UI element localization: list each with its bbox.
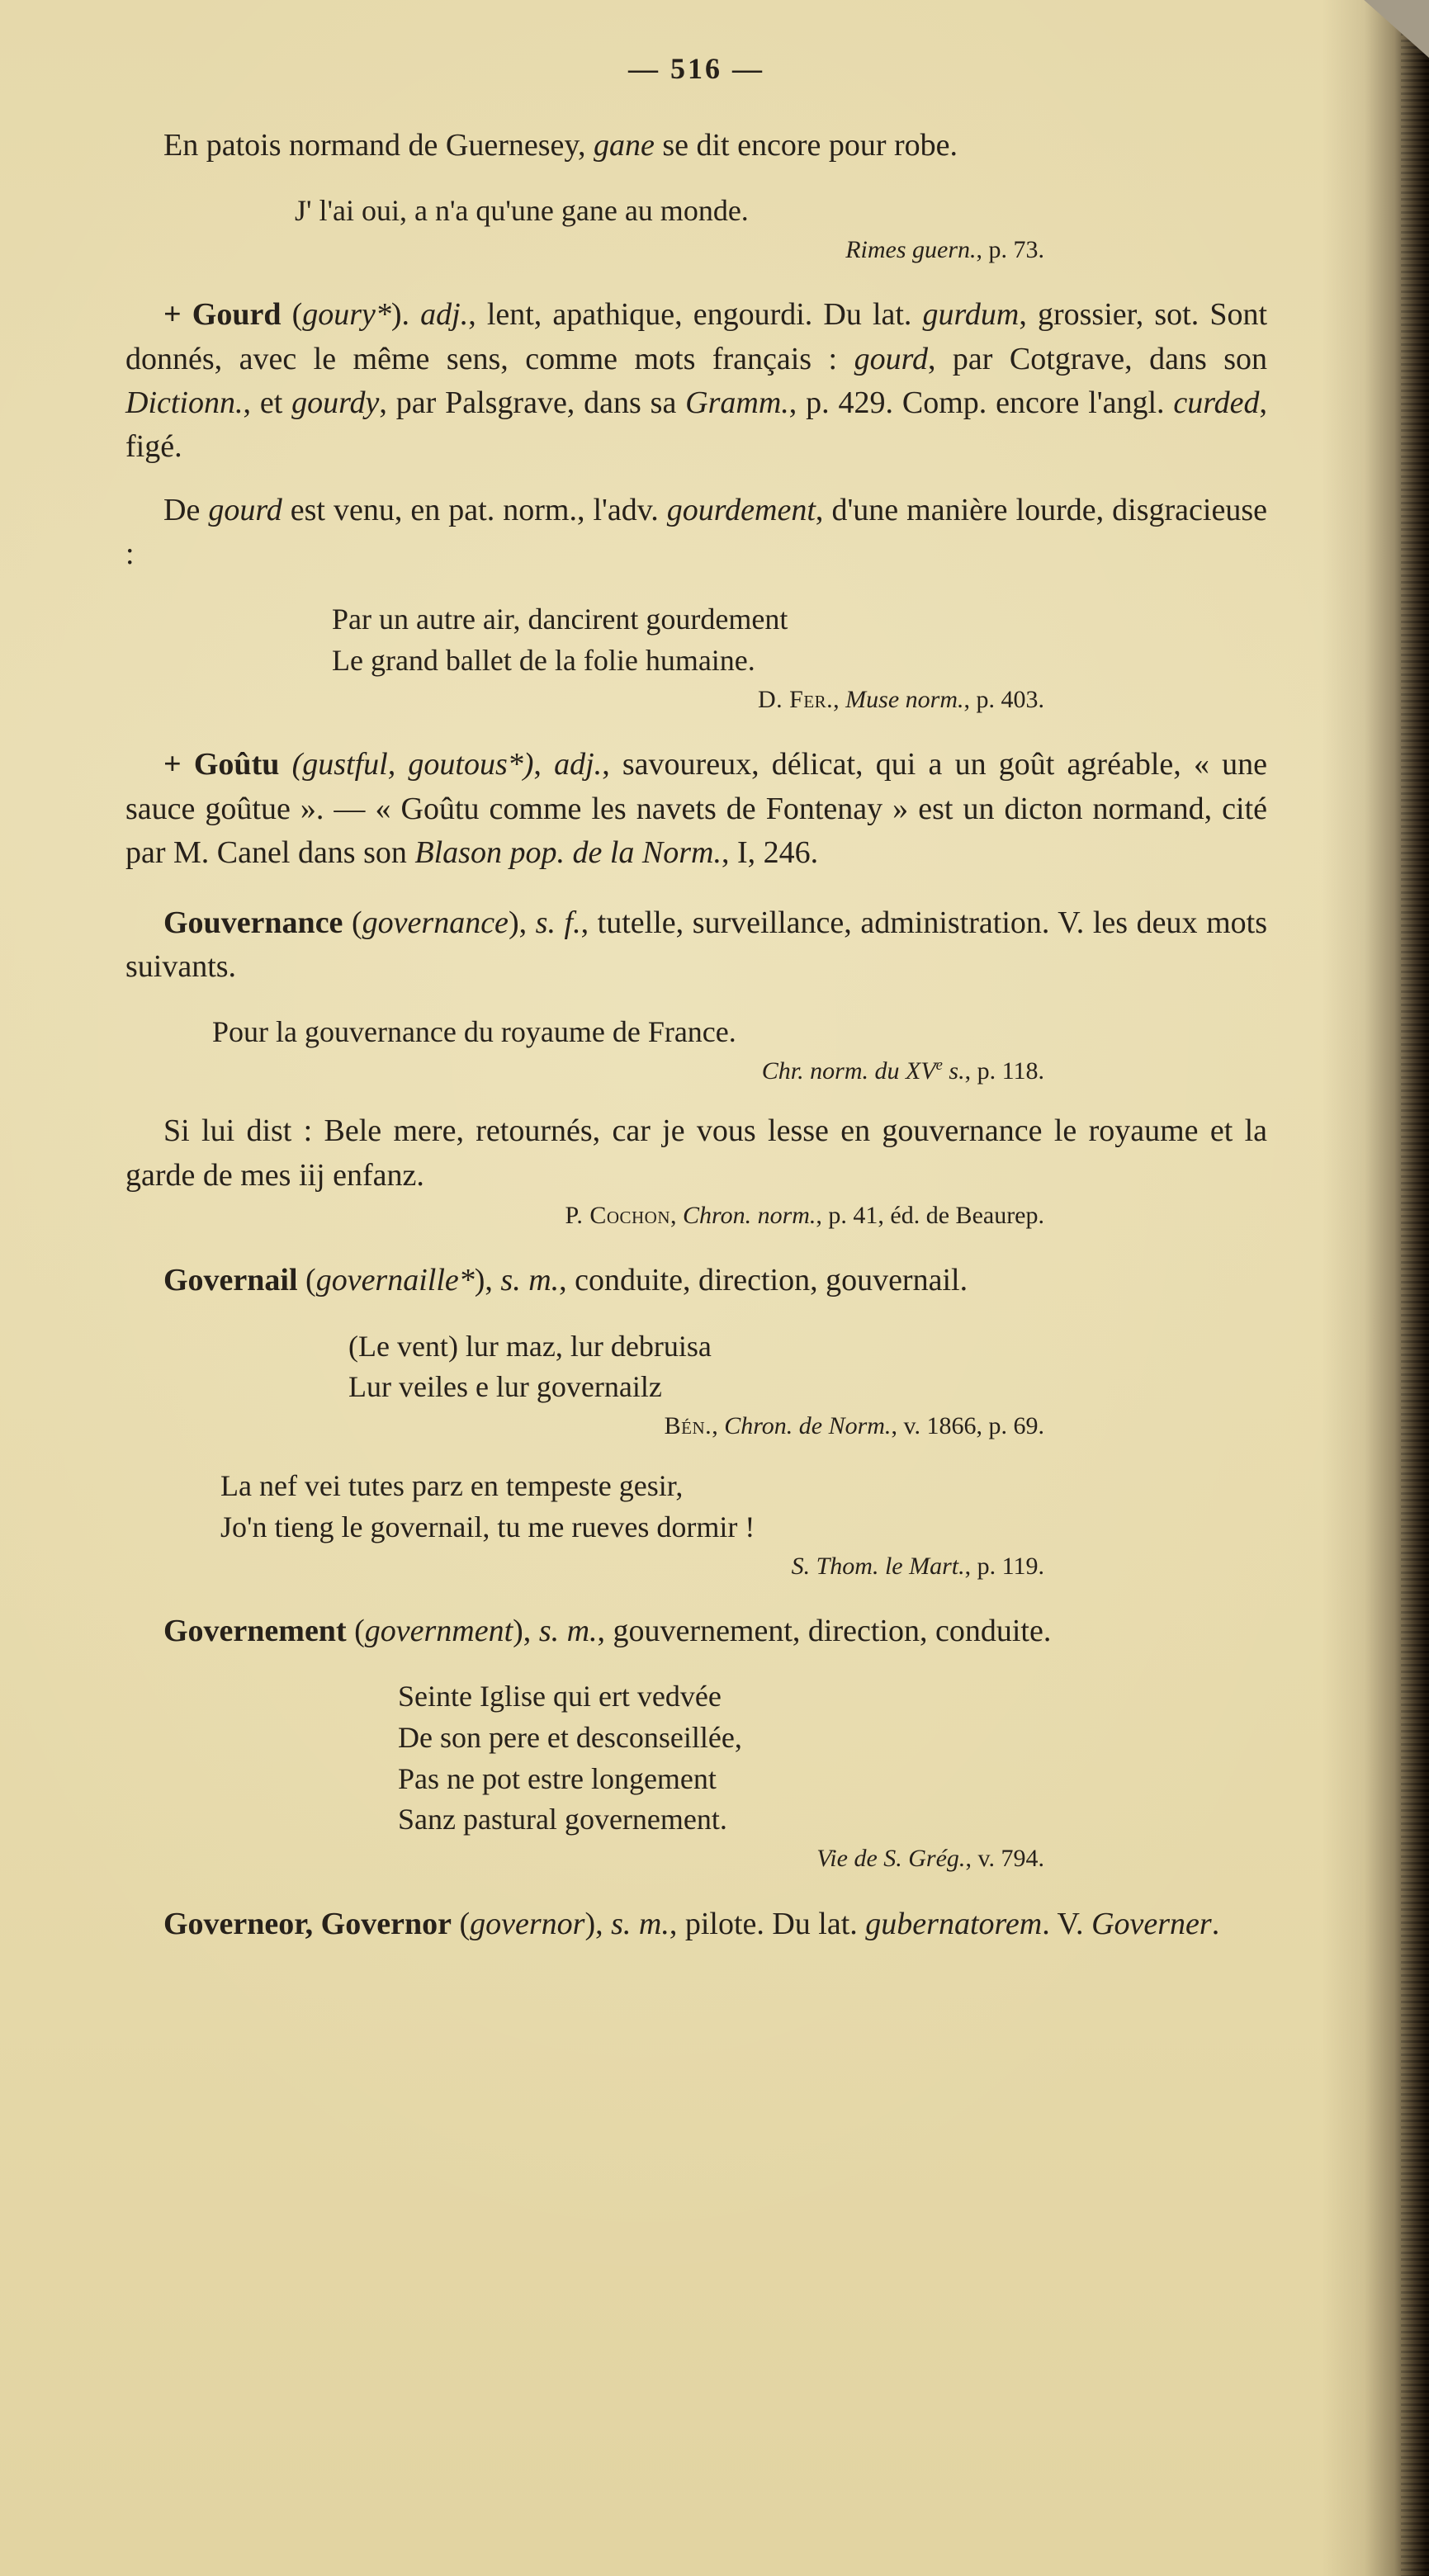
- text-segment: La nef vei tutes parz en tempeste gesir,: [220, 1469, 684, 1503]
- verse-line: [398, 1799, 1267, 1841]
- text-segment: ,: [712, 1411, 725, 1439]
- text-segment: ),: [513, 1614, 539, 1649]
- text-segment: Jo'n tieng le governail, tu me rueves dormir !: [220, 1510, 755, 1544]
- text-segment: ).: [390, 297, 421, 333]
- entry: [125, 293, 1267, 469]
- text-segment: , lent, apathique, engourdi. Du lat.: [468, 297, 923, 333]
- text-segment: , grossier, sot. Sont donnés, avec le même sens, comme mots français :: [125, 297, 1268, 376]
- text-segment: gane: [593, 128, 655, 163]
- verse: [295, 191, 1267, 232]
- text-segment: , v. 794.: [965, 1845, 1044, 1873]
- text-segment: Pas ne pot estre longement: [398, 1761, 717, 1795]
- prose-quote: [125, 1109, 1267, 1197]
- text-segment: (: [451, 1906, 471, 1941]
- text-segment: . V.: [1042, 1906, 1092, 1941]
- verse-line: [212, 1012, 1267, 1053]
- citation: [125, 1199, 1267, 1233]
- text-segment: , par Cotgrave, dans son: [927, 341, 1267, 376]
- text-segment: adj.: [554, 747, 603, 782]
- text-segment: (: [281, 297, 303, 333]
- text-segment: , p. 403.: [963, 685, 1044, 713]
- text-segment: Goûtu: [193, 747, 280, 782]
- text-segment: .: [1211, 1906, 1220, 1941]
- text-segment: +: [163, 297, 192, 333]
- verse-line: [398, 1718, 1267, 1759]
- text-segment: Chron. norm.: [683, 1201, 816, 1229]
- text-segment: adj.: [420, 297, 469, 333]
- text-segment: , v. 1866, p. 69.: [891, 1411, 1044, 1439]
- text-segment: curded: [1173, 385, 1260, 420]
- text-segment: Chr. norm. du XV: [761, 1056, 936, 1085]
- verse: [348, 1326, 1267, 1408]
- text-segment: Governeor, Governor: [163, 1906, 452, 1941]
- text-segment: (Le vent) lur maz, lur debruisa: [348, 1329, 712, 1363]
- verse: [212, 1012, 1267, 1053]
- citation: [125, 1842, 1267, 1876]
- text-segment: s. m.: [500, 1263, 560, 1298]
- text-segment: , p. 41, éd. de Beaurep.: [816, 1201, 1044, 1229]
- text-segment: ,: [833, 685, 846, 713]
- text-segment: J' l'ai oui, a n'a qu'une gane au monde.: [295, 194, 749, 228]
- text-segment: Gourd: [192, 297, 282, 333]
- text-segment: (: [343, 905, 362, 940]
- text-segment: ,: [533, 747, 555, 782]
- text-segment: De: [163, 493, 209, 528]
- text-segment: governor: [470, 1906, 585, 1941]
- text-segment: s. m.: [538, 1614, 598, 1649]
- text-segment: Le grand ballet de la folie humaine.: [332, 644, 755, 678]
- text-segment: Par un autre air, dancirent gourdement: [332, 603, 788, 636]
- text-segment: gubernatorem: [865, 1906, 1043, 1941]
- text-segment: Blason pop. de la Norm.: [414, 834, 722, 870]
- text-segment: Gouvernance: [163, 905, 343, 940]
- text-segment: (: [297, 1263, 316, 1298]
- text-segment: Chron. de Norm.: [724, 1411, 892, 1439]
- citation: [125, 1410, 1267, 1444]
- verse-line: [332, 599, 1267, 640]
- verse-line: [398, 1759, 1267, 1800]
- text-segment: gourd: [208, 493, 282, 528]
- text-segment: Seinte Iglise qui ert vedvée: [398, 1680, 722, 1713]
- text-segment: , par Palsgrave, dans sa: [379, 385, 686, 420]
- verse-line: [295, 191, 1267, 232]
- text-segment: ,: [670, 1201, 683, 1229]
- text-segment: ),: [584, 1906, 612, 1941]
- text-segment: governance: [362, 905, 509, 940]
- text-segment: ),: [508, 905, 536, 940]
- text-segment: , p. 119.: [964, 1552, 1044, 1580]
- text-segment: , et: [243, 385, 292, 420]
- text-segment: , conduite, direction, gouvernail.: [559, 1263, 968, 1298]
- text-segment: se dit encore pour robe.: [654, 128, 958, 163]
- verse: [332, 599, 1267, 681]
- text-segment: , p. 429. Comp. encore l'angl.: [788, 385, 1174, 420]
- text-segment: , d'une manière lourde, disgracieuse :: [125, 493, 1267, 572]
- citation: [125, 683, 1267, 717]
- text-segment: , I, 246.: [721, 834, 819, 870]
- text-segment: [279, 747, 291, 782]
- text-segment: En patois normand de Guernesey,: [163, 128, 594, 163]
- verse-line: [220, 1466, 1267, 1507]
- paragraph: [125, 489, 1267, 576]
- text-segment: s.: [942, 1056, 965, 1085]
- text-segment: gourdement: [666, 493, 816, 528]
- citation: [125, 234, 1267, 267]
- verse: [398, 1676, 1267, 1841]
- text-segment: Sanz pastural governement.: [398, 1803, 727, 1836]
- verse-line: [348, 1367, 1267, 1408]
- text-segment: governaille*: [315, 1263, 475, 1298]
- text-segment: s. f.: [535, 905, 581, 940]
- text-segment: S. Thom. le Mart.: [791, 1552, 965, 1580]
- text-segment: Rimes guern.: [845, 235, 977, 263]
- text-segment: , savoureux, délicat, qui a un goût agréable, « une sauce goûtue ». — « Goûtu comme les navets de Fontenay » est un dicton normand, cité par M. Canel dans son: [125, 747, 1268, 870]
- entry: [125, 1902, 1267, 1946]
- citation: [125, 1550, 1267, 1584]
- text-segment: Si lui dist : Bele mere, retournés, car je vous lesse en gouvernance le royaume et la garde de mes iij enfanz.: [125, 1113, 1267, 1193]
- text-segment: government: [364, 1614, 513, 1649]
- text-segment: Governement: [163, 1614, 347, 1649]
- entry: [125, 1259, 1267, 1302]
- text-segment: Dictionn.: [125, 385, 244, 420]
- text-segment: gourdy: [291, 385, 380, 420]
- verse-line: [332, 640, 1267, 682]
- text-segment: goury*: [302, 297, 391, 333]
- text-segment: Bén.: [664, 1411, 712, 1439]
- text-segment: De son pere et desconseillée,: [398, 1721, 742, 1755]
- text-segment: Governer: [1091, 1906, 1212, 1941]
- text-segment: Gramm.: [685, 385, 789, 420]
- text-segment: , p. 73.: [976, 235, 1044, 263]
- paragraph: [125, 124, 1267, 168]
- text-segment: +: [163, 747, 194, 782]
- verse: [220, 1466, 1267, 1548]
- text-segment: ),: [474, 1263, 501, 1298]
- text-segment: Governail: [163, 1263, 298, 1298]
- text-segment: gourd: [854, 341, 928, 376]
- entry: [125, 901, 1267, 989]
- citation: [125, 1055, 1267, 1089]
- text-segment: , pilote. Du lat.: [669, 1906, 866, 1941]
- text-segment: , p. 118.: [964, 1056, 1044, 1085]
- text-segment: Lur veiles e lur governailz: [348, 1370, 662, 1404]
- entry: [125, 743, 1267, 875]
- text-segment: est venu, en pat. norm., l'adv.: [282, 493, 667, 528]
- page-content: [125, 124, 1267, 1946]
- text-segment: , gouvernement, direction, conduite.: [597, 1614, 1052, 1649]
- verse-line: [398, 1676, 1267, 1718]
- text-segment: gurdum: [922, 297, 1020, 333]
- text-segment: Pour la gouvernance du royaume de France.: [212, 1015, 736, 1049]
- text-segment: D. Fer.: [757, 685, 834, 713]
- text-segment: (: [346, 1614, 365, 1649]
- verse-line: [348, 1326, 1267, 1368]
- text-segment: , tutelle, surveillance, administration. V. les deux mots suivants.: [125, 905, 1267, 985]
- text-segment: P. Cochon: [565, 1201, 670, 1229]
- text-segment: Vie de S. Grég.: [816, 1845, 966, 1873]
- page-number: — 516 —: [628, 52, 764, 85]
- text-segment: s. m.: [611, 1906, 670, 1941]
- text-segment: , figé.: [125, 385, 1267, 464]
- text-segment: (gustful, goutous*): [291, 747, 534, 782]
- text-segment: Muse norm.: [845, 685, 964, 713]
- entry: [125, 1609, 1267, 1653]
- verse-line: [220, 1507, 1267, 1548]
- text-segment: e: [935, 1056, 943, 1074]
